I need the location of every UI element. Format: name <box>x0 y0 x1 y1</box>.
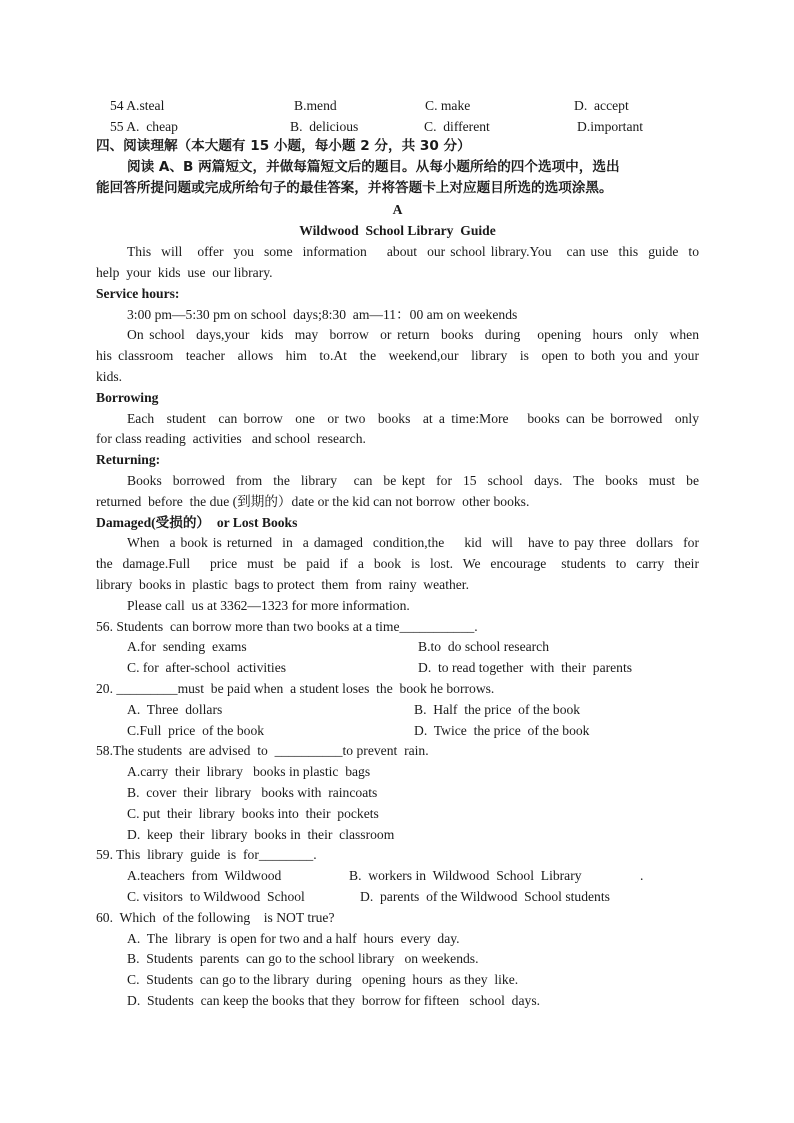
damaged-heading: Damaged(受损的） or Lost Books <box>96 515 298 530</box>
borrowing-line-2: for class reading activities and school research. <box>96 431 366 446</box>
q57-stem: 20. _________must be paid when a student loses the book he borrows. <box>96 681 495 696</box>
damaged-line-1: When a book is returned in a damaged condition,the kid will have to pay three dollars for <box>127 535 699 550</box>
service-paragraph-line-1: On school days,your kids may borrow or return books during opening hours only when <box>127 327 699 342</box>
q55-option-d: D.important <box>577 119 644 134</box>
q57-option-a: A. Three dollars <box>127 702 223 717</box>
q59-option-c: C. visitors to Wildwood School <box>127 889 305 904</box>
q56-option-b: B.to do school research <box>418 639 549 654</box>
returning-line-2: returned before the due (到期的）date or the kid can not borrow other books. <box>96 494 530 509</box>
q55-option-b: B. delicious <box>290 119 359 134</box>
q59-stem: 59. This library guide is for________. <box>96 847 317 862</box>
damaged-line-3: library books in plastic bags to protect them from rainy weather. <box>96 577 469 592</box>
q57-option-d: D. Twice the price of the book <box>414 723 590 738</box>
q56-option-a: A.for sending exams <box>127 639 247 654</box>
intro-line-2: help your kids use our library. <box>96 265 273 280</box>
q60-option-c: C. Students can go to the library during opening hours as they like. <box>127 972 519 987</box>
q58-option-c: C. put their library books into their pockets <box>127 806 379 821</box>
q54-option-c: C. make <box>425 98 471 113</box>
q57-option-b: B. Half the price of the book <box>414 702 581 717</box>
returning-heading: Returning: <box>96 452 161 467</box>
passage-title: Wildwood School Library Guide <box>299 223 496 238</box>
intro-line-1: This will offer you some information about our school library.You can use this guide to <box>127 244 699 259</box>
q60-option-b: B. Students parents can go to the school library on weekends. <box>127 951 479 966</box>
q58-option-a: A.carry their library books in plastic bags <box>127 764 371 779</box>
q58-option-d: D. keep their library books in their classroom <box>127 827 395 842</box>
q59-option-a: A.teachers from Wildwood <box>127 868 282 883</box>
q54-option-d: D. accept <box>574 98 629 113</box>
q60-stem: 60. Which of the following is NOT true? <box>96 910 335 925</box>
borrowing-heading: Borrowing <box>96 390 159 405</box>
instructions-line-2: 能回答所提问题或完成所给句子的最佳答案，并将答题卡上对应题目所选的选项涂黑。 <box>96 180 613 196</box>
service-hours-times: 3:00 pm—5:30 pm on school days;8:30 am—11：00 am on weekends <box>127 307 518 322</box>
q59-option-b: B. workers in Wildwood School Library <box>349 868 582 883</box>
service-paragraph-line-3: kids. <box>96 369 123 384</box>
damaged-line-2: the damage.Full price must be paid if a book is lost. We encourage students to carry their <box>96 556 699 571</box>
q60-option-a: A. The library is open for two and a half hours every day. <box>127 931 460 946</box>
q56-option-c: C. for after-school activities <box>127 660 287 675</box>
section-title: 四、阅读理解（本大题有 15 小题，每小题 2 分，共 30 分） <box>96 138 471 154</box>
q58-option-b: B. cover their library books with raincoats <box>127 785 378 800</box>
q55-option-a: 55 A. cheap <box>110 119 178 134</box>
q54-option-b: B.mend <box>294 98 337 113</box>
q60-option-d: D. Students can keep the books that they borrow for fifteen school days. <box>127 993 541 1008</box>
q58-stem: 58.The students are advised to __________to prevent rain. <box>96 743 429 758</box>
q56-stem: 56. Students can borrow more than two books at a time___________. <box>96 619 478 634</box>
service-hours-heading: Service hours: <box>96 286 180 301</box>
q59-option-b-dot: . <box>640 868 644 883</box>
instructions-line-1: 阅读 A、B 两篇短文，并做每篇短文后的题目。从每小题所给的四个选项中，选出 <box>127 159 620 175</box>
q57-option-c: C.Full price of the book <box>127 723 265 738</box>
borrowing-line-1: Each student can borrow one or two books at a time:More books can be borrowed only <box>127 411 699 426</box>
q54-option-a: 54 A.steal <box>110 98 165 113</box>
contact-line: Please call us at 3362—1323 for more information. <box>127 598 410 613</box>
passage-label: A <box>392 202 403 217</box>
q56-option-d: D. to read together with their parents <box>418 660 633 675</box>
service-paragraph-line-2: his classroom teacher allows him to.At the weekend,our library is open to both you and your <box>96 348 699 363</box>
q59-option-d: D. parents of the Wildwood School students <box>360 889 610 904</box>
returning-line-1: Books borrowed from the library can be kept for 15 school days. The books must be <box>127 473 699 488</box>
q55-option-c: C. different <box>424 119 490 134</box>
